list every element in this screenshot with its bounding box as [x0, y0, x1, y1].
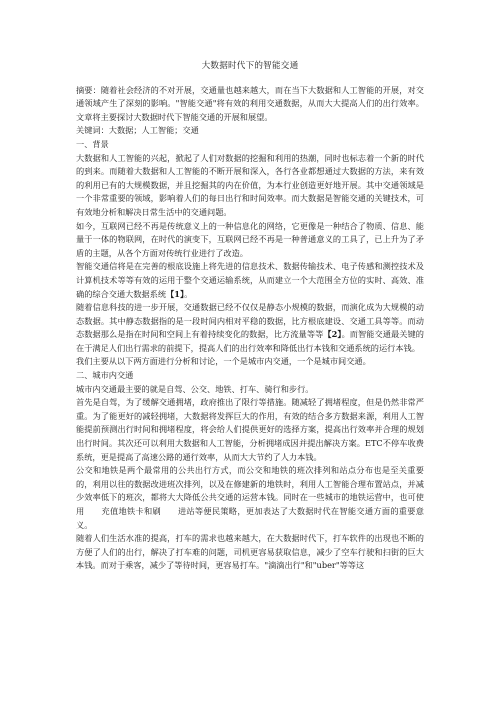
body-text: 智能交通信将是在完善的根底设施上将先进的信息技术、数据传输技术、电子传感和测控技术及计算机技术等等有效的运用于整个交通运输系统，从而建立一个大范围全方位的实时、高效、准确的综合交通大数据系统	[76, 261, 424, 299]
section-heading-urban-traffic: 二、城市内交通	[76, 370, 134, 381]
section-heading-background: 一、背景	[76, 138, 109, 149]
body-text: 。	[184, 288, 193, 299]
body-paragraph: 大数据和人工智能的兴起，掀起了人们对数据的挖掘和利用的热潮，同时也标志着一个新的时代的到来。而随着大数据和人工智能的不断开展和深入，各行各业都想通过大数据的方法，来有效的利用已有的大规模数据，并且挖掘其的内在价值，为本行业创造更好地开展。其中交通领域是一个非常重要的领域，影响着人们的每日出行和时间效率。而大数据是智能交通的关键技术，可有效地分析和解决日常生活中的交通问题。	[76, 152, 424, 217]
body-text: 。而智能交通最关键的在于满足人们出行需求的前提下，提高人们的出行效率和降低出行本钱和交通系统的运行本钱。	[76, 329, 424, 353]
keywords-line: 关键词：大数据；人工智能；交通	[76, 125, 199, 136]
body-paragraph: 首先是自驾，为了缓解交通拥堵，政府推出了限行等措施。随减轻了拥堵程度，但是仍然非常严重。为了能更好的减轻拥堵，大数据将发挥巨大的作用，有效的结合多方数据来源，利用人工智能提前预测出行时间和拥堵程度，将会给人们提供更好的选择方案，提高出行效率并合理的规划出行时间。其次还可以利用大数据和人工智能，分析拥堵成因并提出解决方案。ETC不停车收费系统，更是提高了高速公路的通行效率，从而大大节约了人力本钱。	[76, 397, 424, 462]
citation-ref: 【2】	[323, 329, 342, 340]
body-paragraph: 如今，互联网已经不再是传统意义上的一种信息化的网络，它更像是一种结合了物质、信息、能量于一体的物联网，在时代的演变下，互联网已经不再是一种普通意义的工具了，已上升为了矛盾的主题，从各个方面对传统行业进行了改造。	[76, 220, 424, 258]
body-paragraph	[76, 301, 424, 355]
body-text: 随着信息科技的进一步开展，交通数据已经不仅仅是静态小规模的数据，而演化成为大规模的动态数据。其中静态数据指的是一段时间内相对平稳的数据，比方根底建设、交通工具等等。而动态数据那么是指在时间和空间上有着持续变化的数据，比方流量等等	[76, 302, 424, 340]
citation-ref: 【1】	[166, 288, 185, 299]
body-paragraph: 随着人们生活水准的提高，打车的需求也越来越大，在大数据时代下，打车软件的出现也不断的方便了人们的出行，解决了打车难的问题，司机更容易获取信息，减少了空车行驶和扫街的巨大本钱。而对于乘客，减少了等待时间，更容易打车。"滴滴出行"和"uber"等等这	[76, 533, 424, 571]
body-paragraph	[76, 260, 424, 301]
body-paragraph: 我们主要从以下两方面进行分析和讨论，一个是城市内交通，一个是城市间交通。	[76, 356, 371, 367]
body-paragraph: 公交和地铁是两个最常用的公共出行方式，而公交和地铁的班次排列和站点分布也是至关重要的，利用以往的数据改进班次排列，以及在修建新的地铁时，利用人工智能合理布置站点，并减少效率低下的班次，都将大大降低公共交通的运营本钱。同时在一些城市的地铁运营中，也可使用 充值地铁卡和刷 进站等便民策略，更加表达了大数据时代在智能交通方面的重要意义。	[76, 465, 424, 530]
document-title: 大数据时代下的智能交通	[201, 61, 299, 71]
body-paragraph: 城市内交通最主要的就是自驾、公交、地铁、打车、骑行和步行。	[76, 383, 314, 394]
abstract-paragraph: 摘要：随着社会经济的不对开展，交通量也越来越大，而在当下大数据和人工智能的开展，对交通领域产生了深刻的影响。"智能交通"将有效的利用交通数据，从而大大提高人们的出行效率。文章将主要探讨大数据时代下智能交通的开展和展望。	[76, 84, 424, 122]
